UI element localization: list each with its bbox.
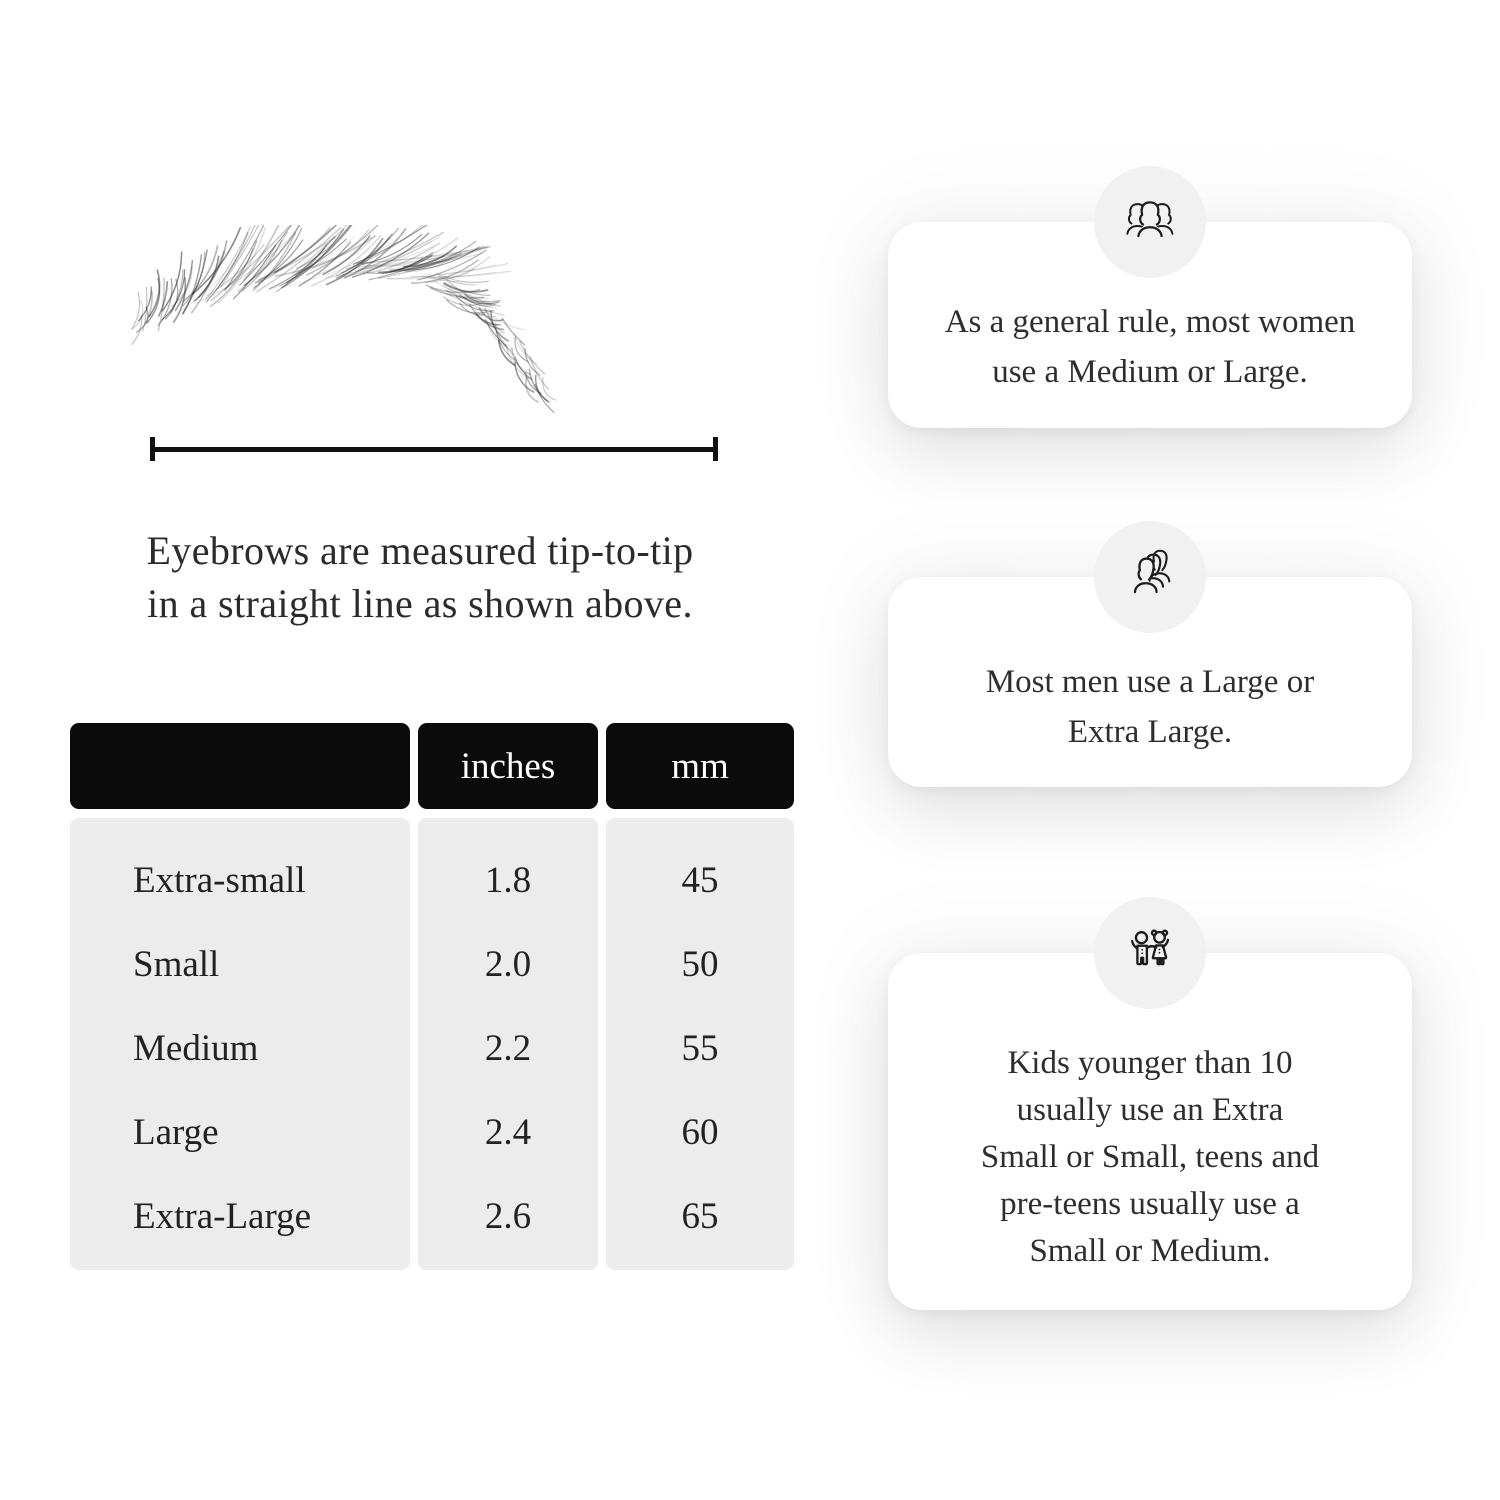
card-text-line: use a Medium or Large. [992,354,1308,390]
eyebrow-illustration [105,225,575,425]
icon-circle [1094,897,1206,1009]
kids-icon [1119,922,1181,984]
inches-value: 2.2 [484,1027,532,1069]
size-label: Extra-small [133,859,306,901]
size-column [70,818,410,1270]
mm-value: 65 [681,1195,719,1237]
measurement-line [150,437,718,461]
header-cell-inches: inches [418,723,598,809]
measurement-left-tick [150,437,155,461]
size-label: Medium [133,1027,259,1069]
size-label: Large [133,1111,219,1153]
mm-value: 50 [681,943,719,985]
measurement-bar [150,447,718,452]
icon-circle [1094,521,1206,633]
mm-column [606,818,794,1270]
women-sizing-card [888,222,1412,428]
inches-value: 1.8 [484,859,532,901]
women-group-icon [1120,192,1180,252]
card-text-line: usually use an Extra [1016,1091,1284,1128]
size-table-header [70,723,794,809]
size-table [70,723,794,1270]
icon-circle [1094,166,1206,278]
card-text-line: pre-teens usually use a [1000,1185,1300,1222]
inches-column [418,818,598,1270]
header-cell-size [70,723,410,809]
size-label: Small [133,943,220,985]
card-text-line: Kids younger than 10 [1007,1044,1293,1081]
inches-value: 2.6 [484,1195,532,1237]
card-text [981,1040,1319,1275]
card-text-line: Extra Large. [1067,714,1233,750]
men-group-icon [1120,547,1180,607]
kids-sizing-card [888,953,1412,1310]
inches-value: 2.0 [484,943,532,985]
card-text [945,297,1356,397]
inches-value: 2.4 [484,1111,532,1153]
card-text-line: As a general rule, most women [944,304,1356,340]
card-text-line: Small or Small, teens and [980,1138,1320,1175]
header-cell-mm: mm [606,723,794,809]
measurement-caption [100,524,740,630]
size-table-body [70,818,794,1270]
caption-line-2: in a straight line as shown above. [147,581,693,626]
card-text-line: Small or Medium. [1029,1232,1271,1269]
men-sizing-card [888,577,1412,787]
eyebrow-sketch [105,225,575,425]
caption-line-1: Eyebrows are measured tip-to-tip [146,528,694,573]
card-text [986,657,1314,757]
mm-value: 60 [681,1111,719,1153]
card-text-line: Most men use a Large or [985,664,1315,700]
size-label: Extra-Large [133,1195,312,1237]
measurement-right-tick [713,437,718,461]
mm-value: 55 [681,1027,719,1069]
mm-value: 45 [681,859,719,901]
